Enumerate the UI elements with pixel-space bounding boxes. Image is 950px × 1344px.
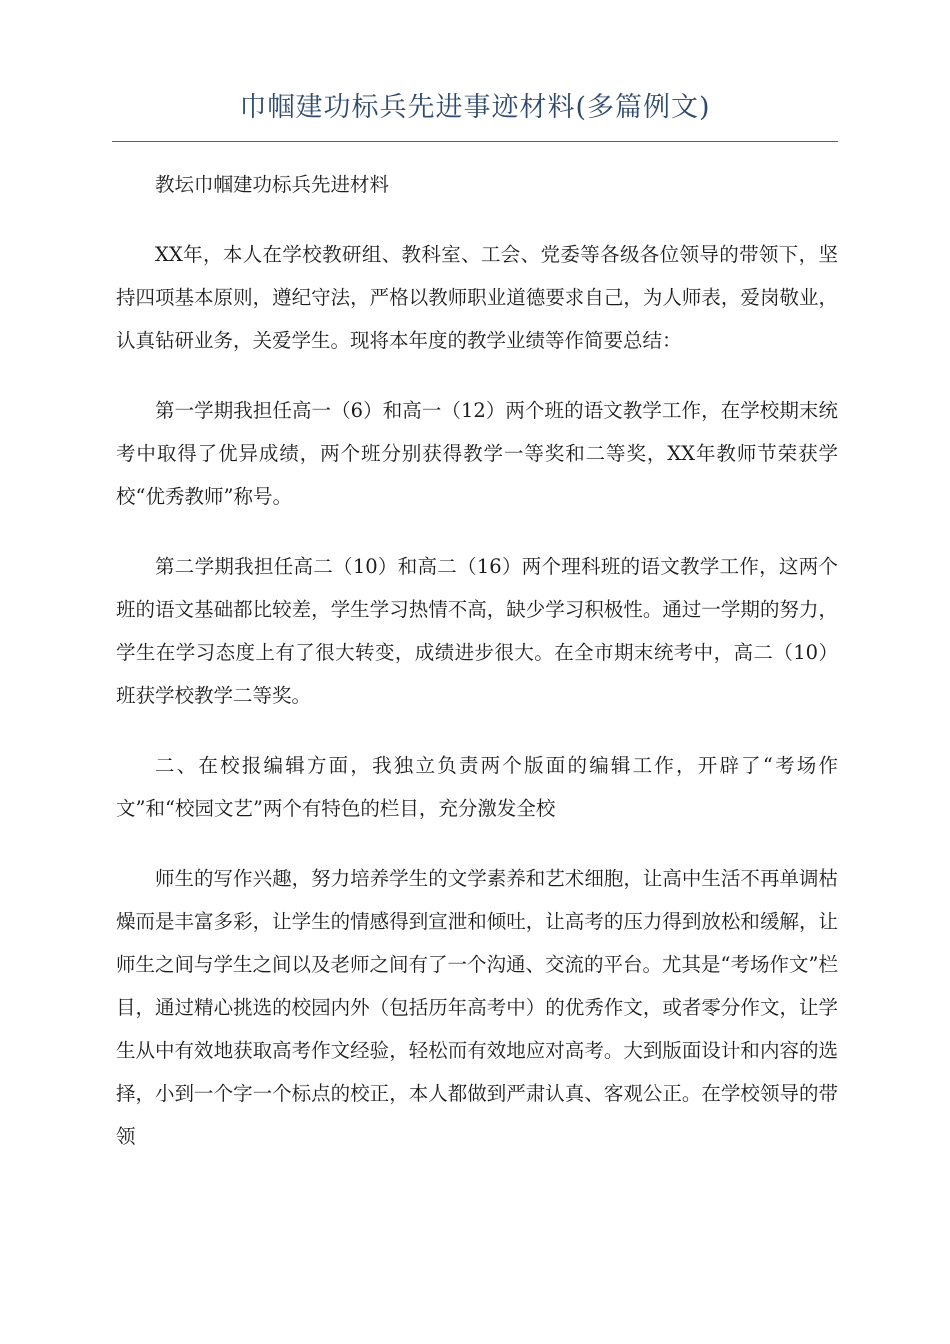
paragraph-first-semester: 第一学期我担任高一（6）和高一（12）两个班的语文教学工作，在学校期末统考中取得了优异成绩，两个班分别获得教学一等奖和二等奖，XX年教师节荣获学校“优秀教师”称号。 xyxy=(116,399,838,508)
paragraph-intro: XX年，本人在学校教研组、教科室、工会、党委等各级各位领导的带领下，坚持四项基本原则，遵纪守法，严格以教师职业道德要求自己，为人师表，爱岗敬业，认真钻研业务，关爱学生。现将本年度的教学业绩等作简要总结： xyxy=(116,243,838,352)
paragraph-second-semester: 第二学期我担任高二（10）和高二（16）两个理科班的语文教学工作，这两个班的语文基础都比较差，学生学习热情不高，缺少学习积极性。通过一学期的努力，学生在学习态度上有了很大转变，成绩进步很大。在全市期末统考中，高二（10）班获学校教学二等奖。 xyxy=(116,555,838,707)
section-heading: 教坛巾帼建功标兵先进材料 xyxy=(155,173,390,196)
document-title: 巾帼建功标兵先进事迹材料(多篇例文) xyxy=(239,92,711,123)
document-body xyxy=(116,163,838,1185)
title-divider xyxy=(112,141,838,142)
paragraph-school-newspaper: 二、在校报编辑方面，我独立负责两个版面的编辑工作，开辟了“考场作文”和“校园文艺”两个有特色的栏目，充分激发全校 xyxy=(116,754,838,820)
paragraph-writing-platform: 师生的写作兴趣，努力培养学生的文学素养和艺术细胞，让高中生活不再单调枯燥而是丰富多彩，让学生的情感得到宣泄和倾吐，让高考的压力得到放松和缓解，让师生之间与学生之间以及老师之间有了一个沟通、交流的平台。尤其是“考场作文”栏目，通过精心挑选的校园内外（包括历年高考中）的优秀作文，或者零分作文，让学生从中有效地获取高考作文经验，轻松而有效地应对高考。大到版面设计和内容的选择，小到一个字一个标点的校正，本人都做到严肃认真、客观公正。在学校领导的带领 xyxy=(116,867,838,1148)
